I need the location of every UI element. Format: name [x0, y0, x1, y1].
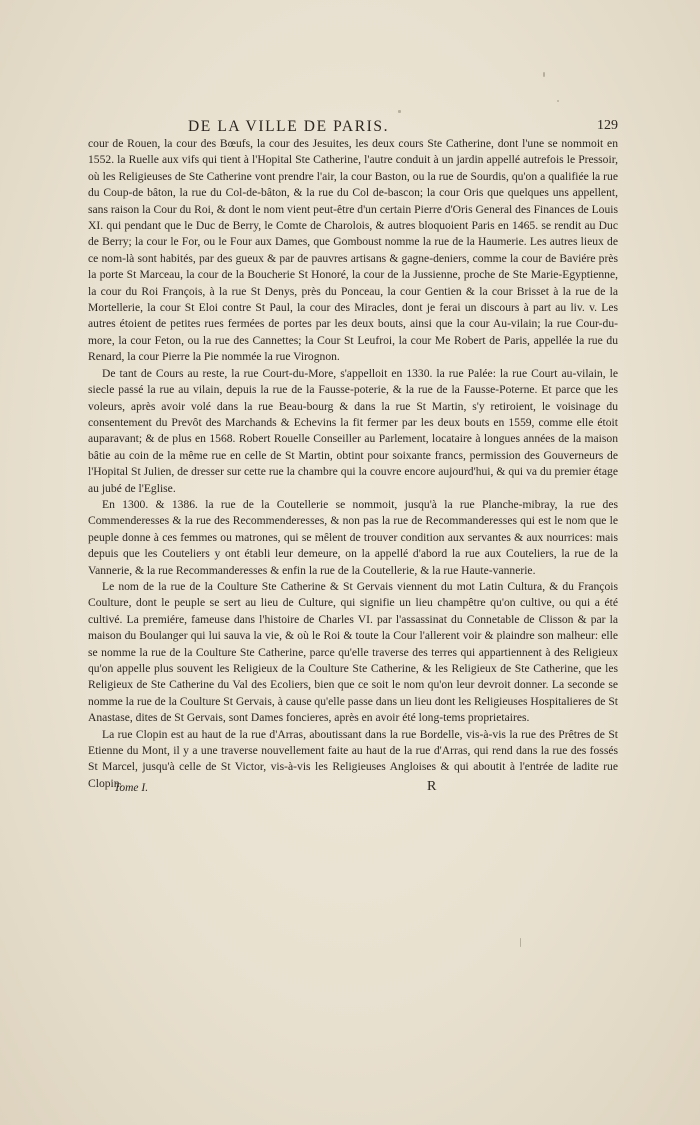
page-number: 129	[597, 118, 618, 133]
paper-speck	[543, 72, 545, 77]
paragraph: Le nom de la rue de la Coulture Ste Catherine & St Gervais viennent du mot Latin Cultura, & du François Coulture, dont le peuple se sert au lieu de Culture, qui signifie un lieu champêtre qu'on cultive, ou qui a été cultivé. La premiére, fameuse dans l'histoire de Charles VI. par l'assassinat du Connetable de Clisson & par la maison du Boulanger qui lui sauva la vie, & où le Roi & toute la Cour l'allerent voir & plaindre son malheur: elle se nomme la rue de la Coulture Ste Catherine, parce qu'elle traverse des terres qui appartiennent à des Religieux qu'on appelle plus souvent les Religieux de la Coulture Ste Catherine, & les Religieux de Ste Catherine, que les Religieux de Ste Catherine du Val des Ecoliers, bien que ce soit le nom qu'on leur devroit donner. La seconde se nomme la rue de la Coulture St Gervais, à cause qu'elle passe dans un lieu dont les Religieuses Hospitalieres de St Anastase, dites de St Gervais, sont Dames foncieres, après en avoir été long-tems proprietaires.	[88, 579, 618, 725]
paragraph: De tant de Cours au reste, la rue Court-du-More, s'appelloit en 1330. la rue Palée: la rue Court au-vilain, le siecle passé la rue au vilain, depuis la rue de la Fausse-poterie, & la rue de la Fausse-Poterne. Et parce que les voleurs, après avoir volé dans la rue Beau-bourg & dans la rue St Martin, s'y retiroient, le voisinage du consentement du Prevôt des Marchands & Echevins la fit fermer par les deux bouts en 1559, comme elle étoit auparavant; & de plus en 1568. Robert Rouelle Conseiller au Parlement, locataire à longues années de la maison bâtie au coin de la même rue en celle de St Martin, obtint pour soixante francs, permission des Gouverneurs de l'Hopital St Julien, de dresser sur cette rue la chambre qui la couvre encore aujourd'hui, & qui va du premier étage au jubé de l'Eglise.	[88, 366, 618, 495]
page-header	[88, 118, 618, 138]
paper-speck	[520, 938, 521, 947]
signature-mark: R	[427, 779, 437, 794]
paper-speck	[398, 110, 401, 113]
paragraph: La rue Clopin est au haut de la rue d'Arras, aboutissant dans la rue Bordelle, vis-à-vis la rue des Prêtres de St Etienne du Mont, il y a une traverse nouvellement faite au haut de la rue d'Arras, qui rend dans la rue des fossés St Marcel, jusqu'à celle de St Victor, vis-à-vis les Religieuses Angloises & qui aboutit à l'entrée de ladite rue Clopin.	[88, 727, 618, 790]
paragraph: En 1300. & 1386. la rue de la Coutellerie se nommoit, jusqu'à la rue Planche-mibray, la rue des Commenderesses & la rue des Recommenderesses, & non pas la rue de Recommanderesses qui est le nom que le peuple donne à ces femmes ou matrones, qui se mêlent de trouver condition aux servantes & aux nourrices: mais depuis que les Couteliers y ont établi leur demeure, on la appellé d'abord la rue aux Couteliers, la rue de la Vannerie, & la rue Recommanderesses & enfin la rue de la Coutellerie, & la rue Haute-vannerie.	[88, 497, 618, 577]
volume-label: Tome I.	[114, 782, 149, 794]
paper-speck	[557, 100, 559, 102]
page-footer	[88, 779, 618, 802]
running-title: DE LA VILLE DE PARIS.	[188, 118, 390, 135]
paragraph: cour de Rouen, la cour des Bœufs, la cour des Jesuites, les deux cours Ste Catherine, dont l'une se nommoit en 1552. la Ruelle aux vifs qui tient à l'Hopital Ste Catherine, l'autre conduit à un jardin appellé autrefois le Pressoir, où les Religieuses de Ste Catherine vont prendre l'air, la cour Baston, ou la rue de Sourdis, qu'on a qualifiée la rue du Coup-de bâton, la rue du Col-de-bâton, & la rue du Col de-bascon; la cour Oris que quelques uns appellent, sans raison la Cour du Roi, & dont le nom vient peut-être d'un certain Pierre d'Oris General des Finances de Louis XI. qui pendant que le Duc de Berry, le Comte de Charolois, & autres bloquoient Paris en 1465. se rendit au Duc de Berry; la cour le For, ou le Four aux Dames, que Gomboust nomme la rue de la Haumerie. Les autres lieux de ce nom-là sont habités, par des gueux & par de pauvres artisans & gagne-deniers, comme la cour de Baviére près la porte St Marceau, la cour de la Boucherie St Honoré, la cour de la Jussienne, proche de Ste Marie-Egyptienne, la cour du Roi François, à la rue St Denys, près du Ponceau, la cour Gentien & la cour Brisset à la rue de la Mortellerie, la cour St Eloi contre St Paul, la cour des Miracles, dont je ferai un discours à part au liv. v. Les autres étoient de petites rues fermées de portes par les deux bouts, ainsi que la cour Au-vilain; la rue Cour-du-more, la cour Feton, ou la rue des Cannettes; la Cour St Leufroi, la cour Me Robert de Paris, appellée la rue du Renard, la cour Pierre la Pie nommée la rue Virognon.	[88, 137, 618, 364]
body-text	[88, 136, 618, 792]
